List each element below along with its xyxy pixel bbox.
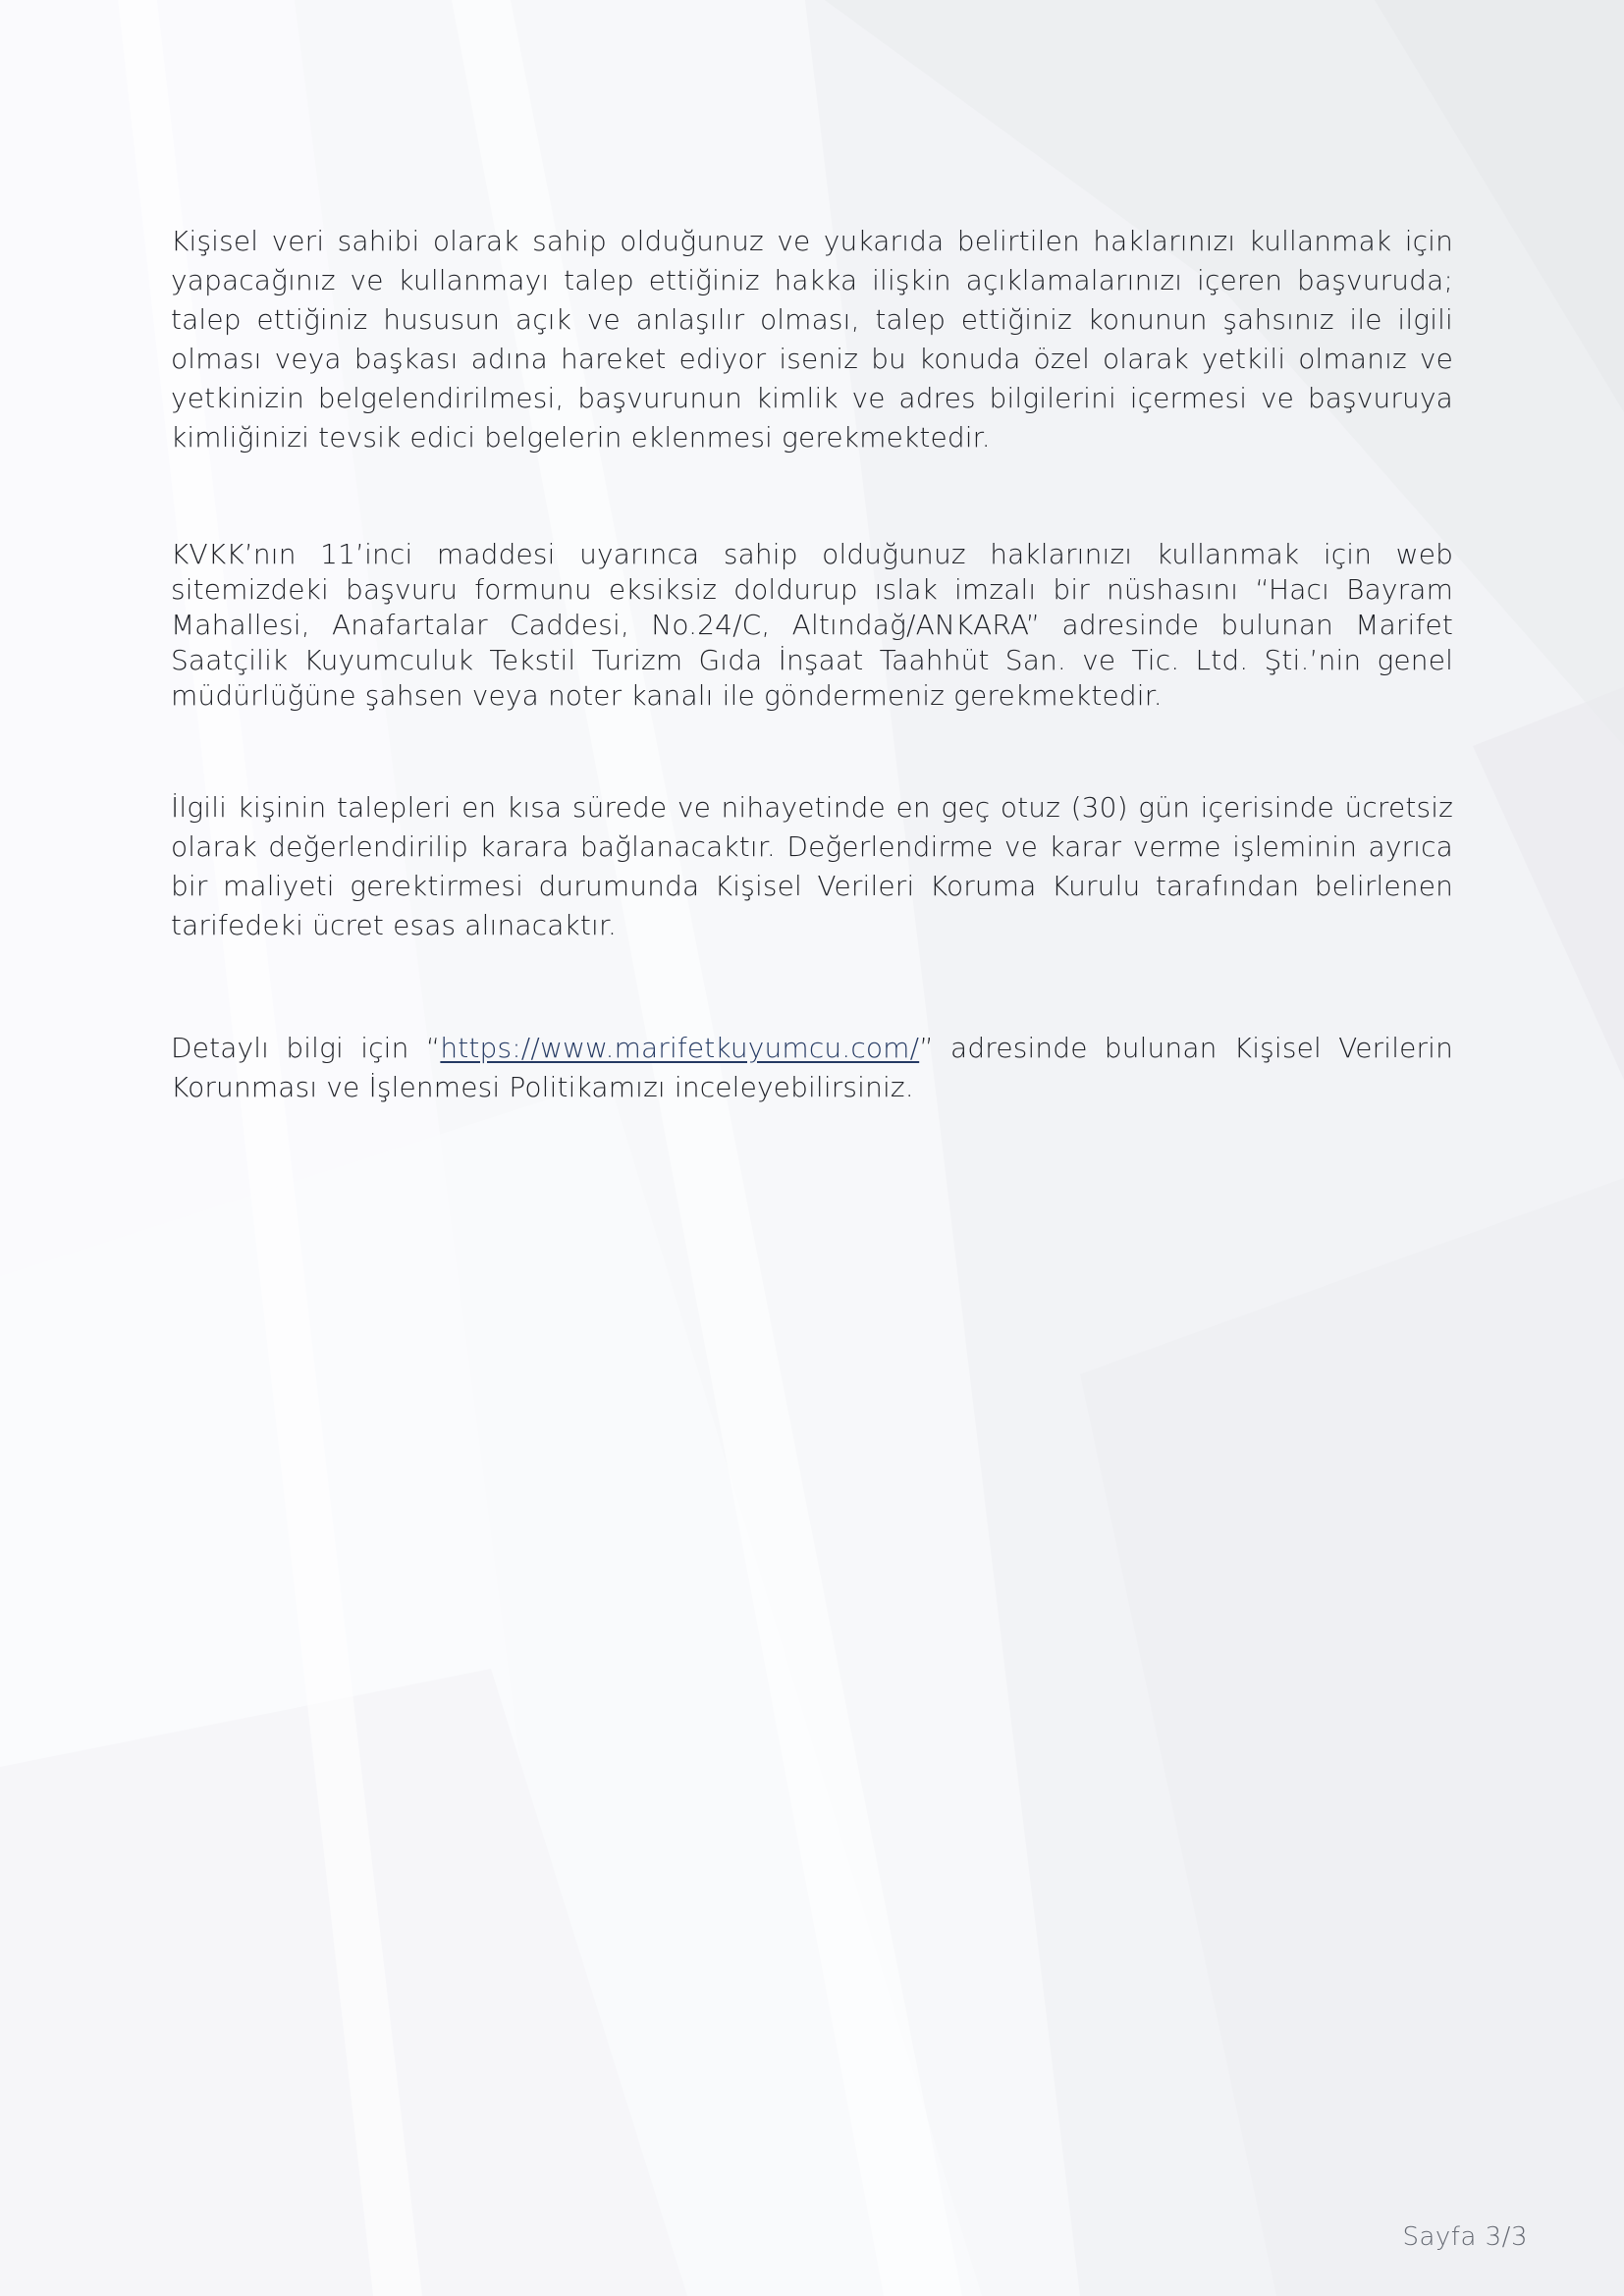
- website-link[interactable]: https://www.marifetkuyumcu.com/: [440, 1032, 920, 1064]
- detail-text-before: Detaylı bilgi için “: [171, 1032, 441, 1064]
- paragraph-application-requirements: Kişisel veri sahibi olarak sahip olduğunuz ve yukarıda belirtilen haklarınızı kullanmak için yapacağınız ve kullanmayı talep ettiğiniz hakka ilişkin açıklamalarınızı içeren başvuruda; talep ettiğiniz hususun açık ve anlaşılır olması, talep ettiğiniz konunun şahsınız ile ilgili olması veya başkası adına hareket ediyor iseniz bu konuda özel olarak yetkili olmanız ve yetkinizin belgelendirilmesi, başvurunun kimlik ve adres bilgilerini içermesi ve başvuruya kimliğinizi tevsik edici belgelerin eklenmesi gerekmektedir.: [171, 225, 1453, 454]
- paragraph-response-time: İlgili kişinin talepleri en kısa sürede ve nihayetinde en geç otuz (30) gün içerisinde ücretsiz olarak değerlendirilip karara bağlanacaktır. Değerlendirme ve karar verme işleminin ayrıca bir maliyeti gerektirmesi durumunda Kişisel Verileri Koruma Kurulu tarafından belirlenen tarifedeki ücret esas alınacaktır.: [171, 791, 1453, 941]
- detail-text-after: ” adresinde bulunan Kişisel Verilerin Korunması ve İşlenmesi Politikamızı inceleyebilirsiniz.: [171, 1032, 1454, 1103]
- paragraph-kvkk-article-11: KVKK’nın 11’inci maddesi uyarınca sahip olduğunuz haklarınızı kullanmak için web sitemizdeki başvuru formunu eksiksiz doldurup ıslak imzalı bir nüshasını “Hacı Bayram Mahallesi, Anafartalar Caddesi, No.24/C, Altındağ/ANKARA” adresinde bulunan Marifet Saatçilik Kuyumculuk Tekstil Turizm Gıda İnşaat Taahhüt San. ve Tic. Ltd. Şti.’nin genel müdürlüğüne şahsen veya noter kanalı ile göndermeniz gerekmektedir.: [171, 538, 1453, 712]
- document-body: [171, 222, 1453, 1107]
- paragraph-detailed-info: [171, 1029, 1453, 1107]
- page-number: Sayfa 3/3: [1402, 2222, 1528, 2252]
